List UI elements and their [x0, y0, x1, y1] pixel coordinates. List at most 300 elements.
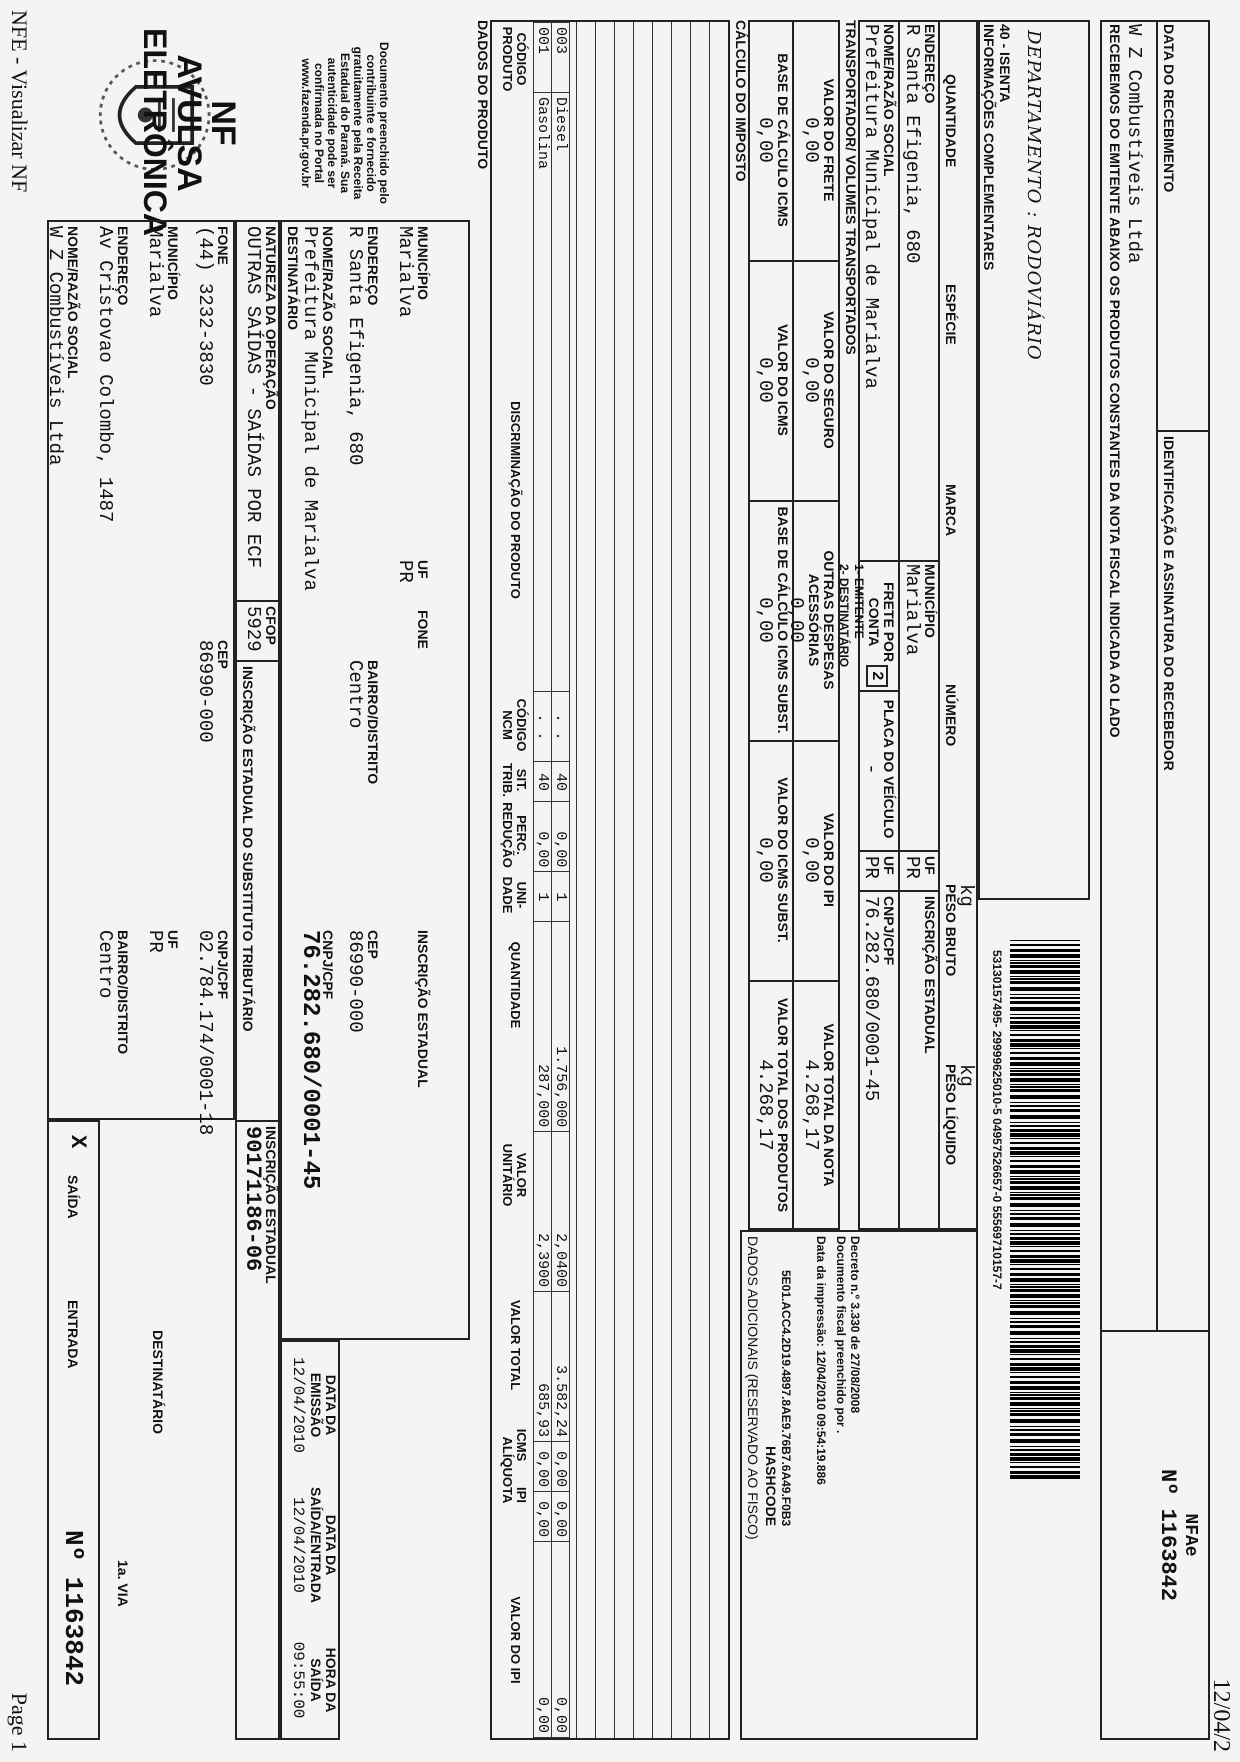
barcode-bar — [1010, 1318, 1080, 1319]
barcode-bar — [1010, 940, 1080, 941]
field-label: VALOR DO FRETE — [821, 78, 837, 202]
cell: 0,00 — [552, 1442, 570, 1492]
decreto-note: Decreto n.º 3.330 de 27/08/2008 — [848, 1236, 862, 1414]
emitente-nome — [44, 226, 80, 465]
transportador-endereco — [901, 24, 937, 263]
col-ipi: IPI — [514, 1487, 529, 1503]
data-saida — [287, 1470, 338, 1620]
empty-row — [614, 22, 633, 1738]
destinatario-endereco — [344, 226, 380, 465]
barcode-bar — [1010, 965, 1080, 968]
ie-emitente — [242, 1126, 278, 1284]
barcode-bar — [1010, 1426, 1080, 1427]
notice-line: confirmada no Portal — [312, 62, 326, 184]
placa-veiculo — [860, 694, 896, 844]
divider — [858, 890, 940, 892]
divider — [858, 560, 900, 562]
destinatario-nome — [299, 226, 335, 591]
barcode-bar — [1010, 981, 1080, 984]
field-label: CNPJ/CPF — [215, 930, 231, 1000]
field-label: QUANTIDADE — [943, 74, 959, 168]
barcode-bar — [1010, 1129, 1080, 1132]
divider — [858, 850, 900, 852]
barcode-bar — [1010, 1289, 1080, 1292]
field-value: 4.268,17 — [800, 1059, 822, 1151]
barcode-bar — [1010, 1268, 1080, 1270]
barcode-bar — [1010, 1034, 1080, 1036]
cell: . . — [534, 692, 552, 762]
frete-por-conta — [836, 564, 896, 680]
handwritten-note: DEPARTAMENTO : RODOVIÁRIO — [1023, 30, 1044, 361]
field-label: NATUREZA DA OPERAÇÃO — [263, 226, 279, 410]
cell: 0,00 — [552, 1542, 570, 1738]
field-label: MARCA — [943, 484, 959, 537]
produtos-table — [533, 22, 570, 1738]
field-value: - — [860, 763, 882, 775]
barcode-bar — [1010, 1372, 1080, 1373]
barcode-bar — [1010, 1052, 1080, 1054]
field-value: 0,00 — [800, 117, 822, 163]
barcode-bar — [1010, 962, 1080, 964]
emitente-cep — [194, 640, 230, 743]
field-value: 5929 — [242, 606, 264, 652]
barcode-bar — [1010, 1115, 1080, 1119]
cell: 1.756,000 — [552, 922, 570, 1132]
cell: 287,000 — [534, 922, 552, 1132]
barcode-bar — [1010, 960, 1080, 961]
barcode-bar — [1010, 1210, 1080, 1211]
col-icms: ICMS — [514, 1428, 529, 1462]
empty-row — [690, 22, 709, 1738]
field-value: 86990-000 — [194, 640, 216, 743]
print-header-page: Page 1 — [7, 1692, 32, 1752]
divider — [1156, 20, 1158, 1330]
barcode-bar — [1010, 1408, 1080, 1409]
cell: . . — [552, 692, 570, 762]
data-recebimento-label: DATA DO RECEBIMENTO — [1161, 24, 1177, 193]
field-value: W Z Combustíveis Ltda — [44, 226, 66, 466]
volumes-row — [942, 24, 976, 1224]
barcode-bar — [1010, 1089, 1080, 1092]
field-label: PESO LÍQUIDO — [943, 1064, 959, 1166]
field-value: 02.784.174/0001-18 — [194, 930, 216, 1136]
barcode-bar — [1010, 1457, 1080, 1461]
barcode-bar — [1010, 1259, 1080, 1263]
barcode-bar — [1010, 1178, 1080, 1180]
barcode-bar — [1010, 1471, 1080, 1474]
barcode-bar — [1010, 1048, 1080, 1049]
barcode-bar — [1010, 1241, 1080, 1245]
hora-saida — [287, 1625, 338, 1735]
cell: Gasolina — [534, 92, 552, 692]
empty-row — [709, 22, 728, 1738]
barcode-bar — [1010, 1439, 1080, 1443]
field-value: 0,00 — [800, 357, 822, 403]
canhoto-recebemos: RECEBEMOS DO EMITENTE ABAIXO OS PRODUTOS CONSTANTES DA NOTA FISCAL INDICADA AO LADO — [1107, 24, 1123, 738]
field-value: 90171186-06 — [240, 1126, 265, 1272]
barcode-bar — [1010, 1331, 1080, 1335]
field-value: 12/04/2010 — [289, 1356, 307, 1453]
barcode-bar — [1010, 1030, 1080, 1031]
barcode-bar — [1010, 1073, 1080, 1076]
field-label: ENDEREÇO — [365, 226, 381, 306]
barcode-bar — [1010, 994, 1080, 995]
brand-line2: ELETRÔNICA — [137, 28, 173, 236]
field-label: VALOR DO SEGURO — [821, 311, 837, 449]
barcode-bar — [1010, 1102, 1080, 1103]
field-label: MUNICÍPIO — [415, 226, 431, 300]
barcode-bar — [1010, 1367, 1080, 1371]
field-value: PR — [901, 856, 923, 879]
field-value: 0,00 — [800, 837, 822, 883]
valor-nota — [800, 984, 836, 1226]
divider — [898, 20, 900, 1230]
field-label: BASE DE CÁLCULO ICMS — [775, 53, 791, 227]
field-label: BAIRRO/DISTRITO — [115, 930, 131, 1055]
destinatario-ie — [415, 930, 430, 1088]
barcode-bar — [1010, 1194, 1080, 1196]
barcode-bar — [1010, 1381, 1080, 1384]
table-row — [534, 23, 552, 1738]
frete-value: 2 — [866, 665, 888, 687]
barcode-bar — [1010, 1021, 1080, 1024]
col-ncm: CÓDIGO NCM — [500, 698, 529, 752]
barcode-bar — [1010, 1095, 1080, 1099]
divider — [748, 740, 840, 742]
notice-line: www.fazenda.pr.gov.br — [299, 58, 313, 188]
barcode-image — [1010, 940, 1080, 1480]
field-label: ENDEREÇO — [922, 24, 938, 104]
barcode-bar — [1010, 1237, 1080, 1240]
field-value: 86990-000 — [344, 930, 366, 1033]
cell: 003 — [552, 23, 570, 93]
empty-row — [576, 22, 595, 1738]
barcode-bar — [1010, 1109, 1080, 1112]
authenticity-notice — [299, 28, 390, 218]
cell: 2,0400 — [552, 1132, 570, 1292]
barcode-bar — [1010, 1475, 1080, 1479]
emitente-municipio — [144, 226, 180, 317]
valor-frete — [800, 24, 836, 256]
barcode-bar — [1010, 1147, 1080, 1150]
field-label: NOME/RAZÃO SOCIAL — [320, 226, 336, 379]
print-header-title: NFE - Visualizar NF — [7, 10, 32, 193]
barcode-bar — [1010, 1354, 1080, 1355]
cell: 0,00 — [552, 1492, 570, 1542]
cell: 40 — [552, 762, 570, 802]
field-label: BASE DE CÁLCULO ICMS SUBST. — [775, 506, 791, 734]
divider — [748, 500, 840, 502]
barcode-bar — [1010, 1273, 1080, 1276]
valor-seguro — [800, 264, 836, 496]
destinatario-copy-label: DESTINATÁRIO — [150, 1330, 166, 1434]
barcode-bar — [1010, 1133, 1080, 1137]
col-codigo: CÓDIGO PRODUTO — [500, 26, 529, 92]
data-emissao — [287, 1345, 338, 1465]
field-value: 12/04/2010 — [289, 1496, 307, 1593]
barcode-bar — [1010, 1062, 1080, 1066]
emitente-endereco — [94, 226, 130, 522]
barcode-bar — [1010, 1419, 1080, 1423]
barcode-bar — [1010, 1413, 1080, 1416]
destinatario-uf — [394, 560, 430, 583]
field-label: PESO BRUTO — [943, 884, 959, 977]
destinatario-section-title: DESTINATÁRIO — [285, 226, 301, 330]
field-value: 0,00 — [754, 597, 776, 643]
empty-row — [671, 22, 690, 1738]
field-value: 0,00 — [785, 597, 807, 643]
transportador-ie — [922, 896, 937, 1054]
field-label: UF — [165, 930, 181, 949]
cell: 0,00 — [534, 1492, 552, 1542]
field-label: UF — [922, 856, 938, 875]
info-isenta: 40 - ISENTA — [997, 24, 1013, 103]
barcode-bar — [1010, 1466, 1080, 1468]
field-label: NOME/RAZÃO SOCIAL — [881, 24, 897, 177]
cfop-field — [242, 606, 278, 652]
field-value: 4.268,17 — [754, 1059, 776, 1151]
barcode-bar — [1010, 1349, 1080, 1353]
destinatario-cep — [344, 930, 380, 1033]
field-value: 0,00 — [754, 117, 776, 163]
barcode-bar — [1010, 1078, 1080, 1082]
cell: 685,93 — [534, 1292, 552, 1442]
barcode-bar — [1010, 1105, 1080, 1107]
canhoto-invoice-number: Nº 1163842 — [1155, 1468, 1180, 1602]
barcode-bar — [1010, 970, 1080, 974]
barcode-bar — [1010, 1300, 1080, 1301]
barcode-bar — [1010, 1070, 1080, 1072]
transportador-uf2 — [901, 856, 937, 879]
field-value: 0,00 — [754, 357, 776, 403]
field-value: 76.282.680/0001-45 — [860, 896, 882, 1102]
field-value: Marialva — [901, 564, 923, 656]
destinatario-fone — [415, 610, 430, 649]
field-value: PR — [860, 856, 882, 879]
barcode-bar — [1010, 1213, 1080, 1215]
cell: 40 — [534, 762, 552, 802]
adicionais-title: DADOS ADICIONAIS (RESERVADO AO FISCO) — [745, 1236, 761, 1540]
print-footer-date: 12/04/2 — [1208, 1678, 1234, 1752]
barcode-bar — [1010, 1086, 1080, 1088]
barcode-bar — [1010, 1043, 1080, 1047]
saida-label: SAÍDA — [65, 1175, 81, 1219]
field-value: (44) 3232-3830 — [194, 226, 216, 386]
barcode-bar — [1010, 1203, 1080, 1207]
brand-block — [137, 28, 242, 236]
field-label: VALOR TOTAL DA NOTA — [821, 1023, 837, 1187]
destinatario-bairro — [344, 660, 380, 784]
base-icms — [754, 24, 790, 256]
barcode-bar — [1010, 1462, 1080, 1463]
identificacao-recebedor-label: IDENTIFICAÇÃO E ASSINATURA DO RECEBEDOR — [1161, 436, 1177, 771]
frete-option: 1- EMITENTE — [852, 564, 866, 639]
field-label: PLACA DO VEÍCULO — [881, 699, 897, 839]
imposto-section-title: CÁLCULO DO IMPOSTO — [733, 20, 749, 182]
ie-substituto-label: INSCRIÇÃO ESTADUAL DO SUBSTITUTO TRIBUTÁRIO — [240, 666, 256, 1032]
barcode-bar — [1010, 1223, 1080, 1227]
field-label: INSCRIÇÃO ESTADUAL — [415, 930, 431, 1088]
cell: 2,3900 — [534, 1132, 552, 1292]
col-quantidade: QUANTIDADE — [508, 941, 523, 1029]
field-value: 76.282.680/0001-45 — [296, 930, 323, 1190]
barcode-bar — [1010, 1397, 1080, 1400]
barcode-bar — [1010, 1449, 1080, 1451]
barcode-bar — [1010, 1321, 1080, 1323]
natureza-operacao — [242, 226, 278, 568]
outras-despesas — [785, 504, 836, 736]
invoice-number: Nº 1163842 — [58, 1530, 88, 1687]
divider — [900, 560, 940, 562]
field-label: UF — [415, 560, 431, 579]
hashcode-label: HASHCODE — [763, 1445, 779, 1527]
barcode-bar — [1010, 1338, 1080, 1339]
field-value: kg — [955, 884, 977, 907]
empty-row — [652, 22, 671, 1738]
barcode-bar — [1010, 1325, 1080, 1328]
barcode-bar — [1010, 1165, 1080, 1168]
field-label: NÚMERO — [943, 684, 959, 747]
barcode-bar — [1010, 1250, 1080, 1252]
barcode-bar — [1010, 1345, 1080, 1348]
canhoto-numero-block — [1155, 1340, 1200, 1730]
barcode-bar — [1010, 1264, 1080, 1265]
field-label: MUNICÍPIO — [165, 226, 181, 300]
barcode-bar — [1010, 1358, 1080, 1360]
cell: 1 — [534, 872, 552, 922]
transportador-nome — [860, 24, 896, 389]
barcode-bar — [1010, 1160, 1080, 1162]
col-perc: PERC. REDUÇÃO — [500, 802, 529, 868]
barcode-bar — [1010, 978, 1080, 980]
field-label: FONE — [415, 610, 431, 649]
field-label: DATA DA SAÍDA/ENTRADA — [308, 1487, 339, 1603]
barcode-bar — [1010, 987, 1080, 991]
field-label: CFOP — [263, 606, 279, 645]
barcode-bar — [1010, 1156, 1080, 1157]
field-value: R Santa Efigenia, 680 — [344, 226, 366, 466]
field-label: FONE — [215, 226, 231, 265]
barcode-bar — [1010, 1429, 1080, 1431]
canhoto-emitente: W Z Combustíveis Ltda — [1123, 24, 1145, 264]
barcode-bar — [1010, 1186, 1080, 1190]
hashcode-value: 5E01.ACC4.2D19.4897.8AE9.76B7.6A49.F0B3 — [779, 1270, 793, 1527]
barcode-bar — [1010, 1363, 1080, 1366]
field-label: CEP — [365, 930, 381, 959]
field-value: kg — [955, 1064, 977, 1087]
emitente-bairro — [94, 930, 130, 1054]
notice-line: Documento preenchido pelo — [377, 41, 391, 204]
notice-line: autenticidade pode ser — [325, 57, 339, 189]
via-label: 1a. VIA — [115, 1560, 131, 1607]
field-value: Prefeitura Municipal de Marialva — [299, 226, 321, 591]
col-valor-total: VALOR TOTAL — [508, 1299, 523, 1391]
barcode-bar — [1010, 1084, 1080, 1085]
field-value: R Santa Efigenia, 680 — [901, 24, 923, 264]
cell: 3.582,24 — [552, 1292, 570, 1442]
emitente-fone — [194, 226, 230, 386]
divider — [235, 600, 280, 602]
barcode-bar — [1010, 1122, 1080, 1123]
barcode-bar — [1010, 1453, 1080, 1456]
field-label: CEP — [215, 640, 231, 669]
divider — [235, 1120, 280, 1122]
divider — [748, 260, 840, 262]
field-value: OUTRAS SAÍDAS - SAÍDAS POR ECF — [242, 226, 264, 569]
col-valor-ipi: VALOR DO IPI — [508, 1596, 523, 1684]
divider — [1100, 1330, 1210, 1332]
frete-option: 2- DESTINATÁRIO — [837, 564, 851, 668]
barcode-bar — [1010, 1286, 1080, 1288]
produtos-empty-rows — [572, 22, 728, 1738]
brand-line1: NF AVULSA — [170, 54, 242, 192]
field-label: INSCRIÇÃO ESTADUAL — [922, 896, 938, 1054]
field-label: ESPÉCIE — [943, 284, 959, 345]
cell: 0,00 — [534, 1542, 552, 1738]
barcode-bar — [1010, 1284, 1080, 1285]
field-label: ENDEREÇO — [115, 226, 131, 306]
barcode-bar — [1010, 1255, 1080, 1258]
cell: 0,00 — [552, 802, 570, 872]
empty-row — [595, 22, 614, 1738]
field-label: MUNICÍPIO — [922, 564, 938, 638]
cell: 0,00 — [534, 802, 552, 872]
field-label: CNPJ/CPF — [881, 896, 897, 966]
field-label: NOME/RAZÃO SOCIAL — [65, 226, 81, 379]
col-aliquota: ALÍQUOTA — [500, 1436, 515, 1504]
empty-row — [633, 22, 652, 1738]
barcode-bar — [1010, 1246, 1080, 1247]
divider — [1158, 430, 1210, 432]
barcode-bar — [1010, 1302, 1080, 1304]
barcode-bar — [1010, 1170, 1080, 1174]
barcode-bar — [1010, 954, 1080, 958]
barcode-bar — [1010, 1151, 1080, 1155]
col-sit: SIT. TRIB. — [500, 763, 529, 797]
notice-line: gratuitamente pela Receita — [351, 46, 365, 200]
cell: 1 — [552, 872, 570, 922]
field-label: CNPJ/CPF — [320, 930, 336, 1000]
valor-ipi — [800, 744, 836, 976]
valor-icms — [754, 264, 790, 496]
transportador-cnpj — [860, 896, 896, 1101]
transportador-uf — [860, 856, 896, 879]
barcode-bar — [1010, 1305, 1080, 1308]
cell: Diesel — [552, 92, 570, 692]
field-value: PR — [394, 560, 416, 583]
field-label: VALOR DO IPI — [821, 813, 837, 907]
data-impressao: Data da impressão: 12/04/2010 09:54:19.886 — [814, 1236, 828, 1485]
destinatario-cnpj — [296, 930, 336, 1190]
info-complementares-label: INFORMAÇÕES COMPLEMENTARES — [981, 24, 997, 271]
divider — [748, 980, 840, 982]
field-value: Centro — [344, 660, 366, 729]
field-label: VALOR TOTAL DOS PRODUTOS — [775, 997, 791, 1213]
barcode-bar — [1010, 1039, 1080, 1042]
barcode-bar — [1010, 1230, 1080, 1231]
col-unidade: UNI-DADE — [500, 876, 529, 914]
field-value: Prefeitura Municipal de Marialva — [860, 24, 882, 389]
barcode-bar — [1010, 1068, 1080, 1069]
barcode-bar — [1010, 1176, 1080, 1177]
barcode-bar — [1010, 949, 1080, 952]
entrada-label: ENTRADA — [65, 1300, 81, 1369]
notice-line: contribuinte e fornecido — [364, 54, 378, 192]
barcode-bar — [1010, 1402, 1080, 1406]
valor-produtos — [754, 984, 790, 1226]
field-label: HORA DA SAÍDA — [308, 1647, 339, 1713]
barcode-bar — [1010, 1192, 1080, 1193]
